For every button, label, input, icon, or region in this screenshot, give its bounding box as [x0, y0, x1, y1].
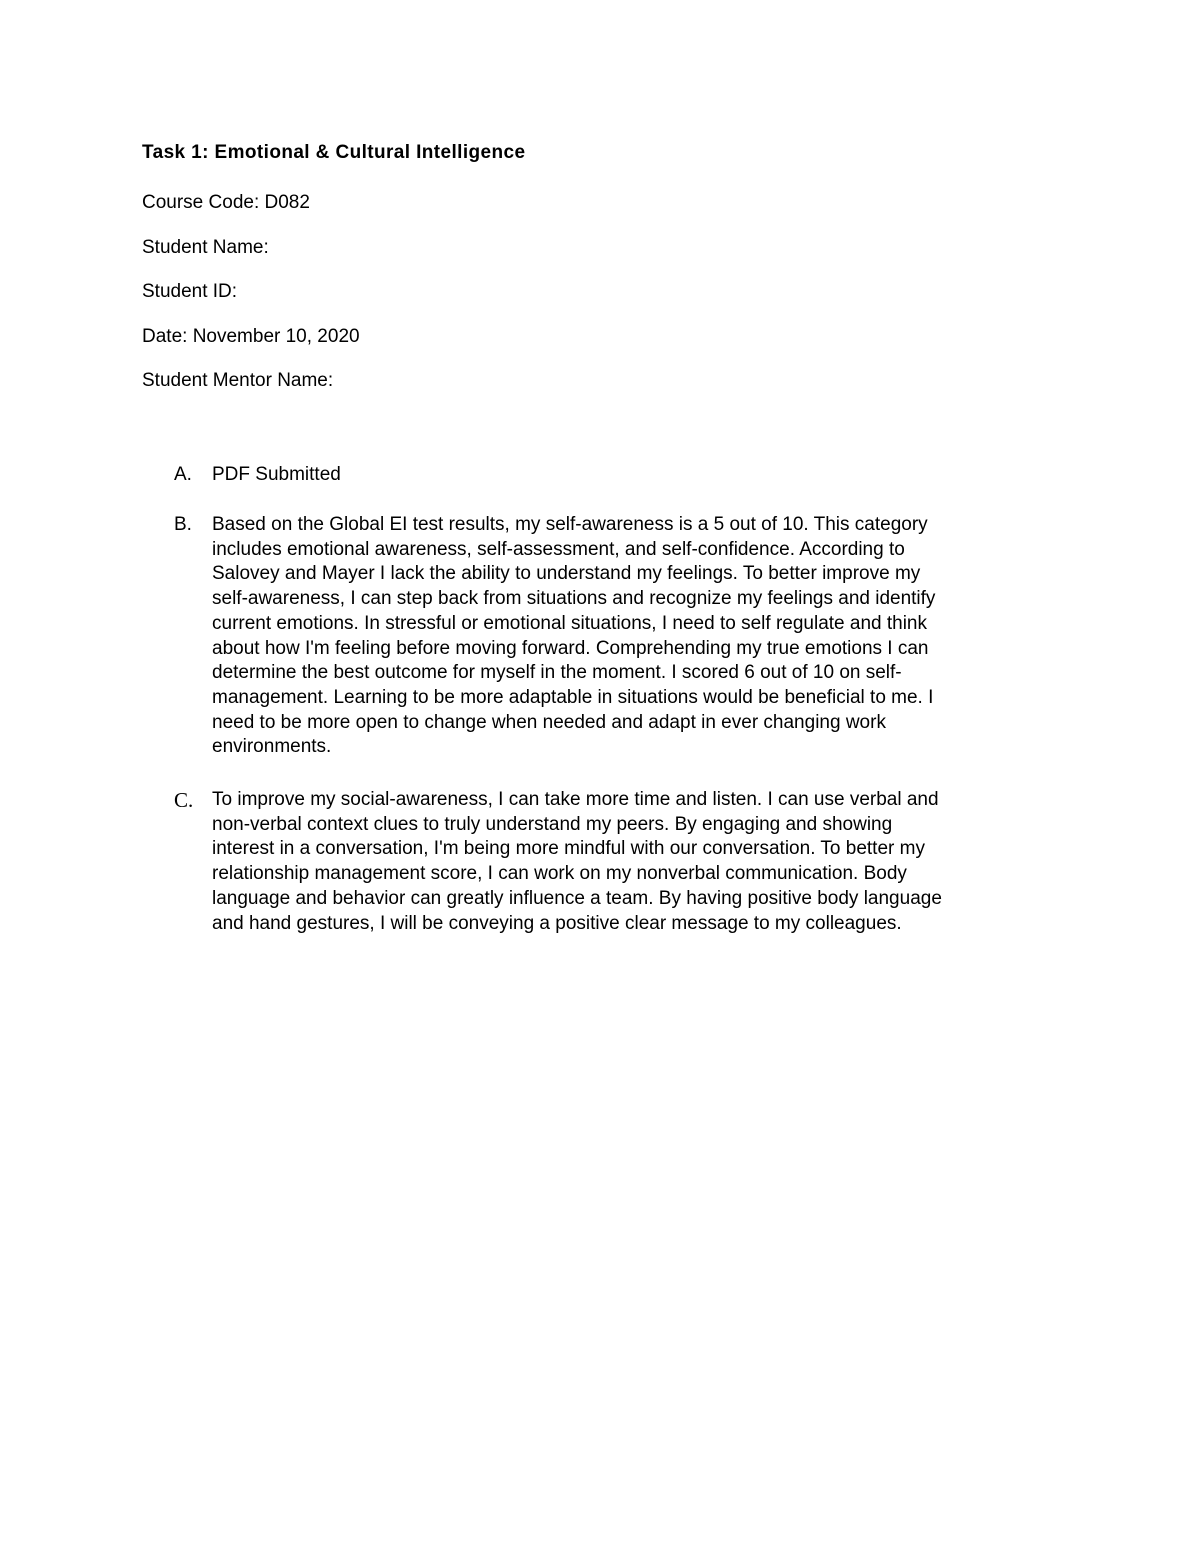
- document-title: Task 1: Emotional & Cultural Intelligence: [142, 142, 526, 163]
- list-marker-a: A.: [174, 464, 192, 485]
- list-item-b: [174, 513, 1054, 763]
- list-item-b-line: self-awareness, I can step back from situations and recognize my feelings and identify: [212, 588, 936, 610]
- list-item-c-line: interest in a conversation, I'm being more mindful with our conversation. To better my: [212, 838, 925, 860]
- course-code-field: Course Code: D082: [142, 192, 310, 213]
- list-item-a: [174, 463, 1054, 489]
- date-field: Date: November 10, 2020: [142, 326, 360, 347]
- list-item-b-text: [212, 513, 1062, 760]
- student-id-field: Student ID:: [142, 281, 238, 302]
- list-item-b-line: need to be more open to change when needed and adapt in ever changing work: [212, 711, 886, 733]
- list-marker-b: B.: [174, 514, 192, 535]
- list-item-b-line: about how I'm feeling before moving forward. Comprehending my true emotions I can: [212, 637, 929, 659]
- list-item-b-line: includes emotional awareness, self-assessment, and self-confidence. According to: [212, 538, 905, 560]
- student-name-field: Student Name:: [142, 237, 269, 258]
- list-item-c-line: relationship management score, I can work on my nonverbal communication. Body: [212, 863, 907, 885]
- list-item-c-line: non-verbal context clues to truly understand my peers. By engaging and showing: [212, 813, 893, 835]
- mentor-name-field: Student Mentor Name:: [142, 370, 334, 391]
- list-item-b-line: Based on the Global EI test results, my self-awareness is a 5 out of 10. This category: [212, 514, 928, 535]
- list-marker-c: C.: [174, 788, 194, 812]
- list-item-c-line: and hand gestures, I will be conveying a positive clear message to my colleagues.: [212, 912, 902, 934]
- list-item-b-line: Salovey and Mayer I lack the ability to understand my feelings. To better improve my: [212, 563, 921, 585]
- list-item-b-line: current emotions. In stressful or emotional situations, I need to self regulate and think: [212, 612, 927, 634]
- list-item-b-line: environments.: [212, 736, 332, 758]
- list-item-c: [174, 788, 1054, 940]
- list-item-c-line: To improve my social-awareness, I can take more time and listen. I can use verbal and: [212, 789, 939, 810]
- list-item-a-line: PDF Submitted: [212, 464, 341, 485]
- list-item-b-line: management. Learning to be more adaptable in situations would be beneficial to me. I: [212, 686, 934, 708]
- list-item-c-line: language and behavior can greatly influence a team. By having positive body language: [212, 887, 942, 909]
- list-item-c-text: [212, 788, 1062, 936]
- list-item-b-line: determine the best outcome for myself in the moment. I scored 6 out of 10 on self-: [212, 662, 902, 684]
- list-item-a-text: [212, 463, 1062, 488]
